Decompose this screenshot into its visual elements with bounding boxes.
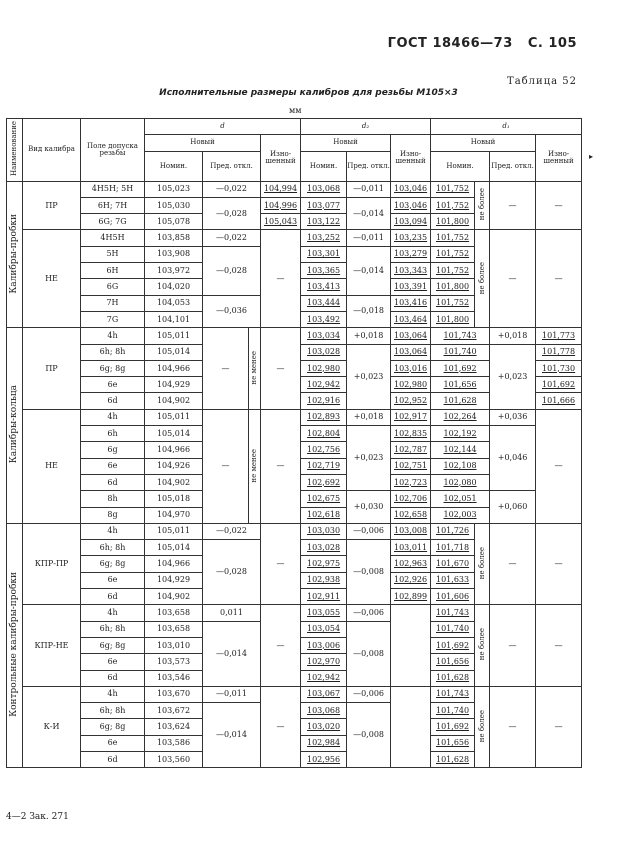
- d2-worn: 102,917: [391, 409, 431, 425]
- header-d1-new: Новый: [431, 135, 536, 151]
- d2-nominal: 103,030: [301, 523, 347, 539]
- d1-nominal: 101,670: [431, 556, 475, 572]
- tolerance-field: 4H5H; 5H: [81, 181, 145, 197]
- d1-deviation: +0,023: [490, 344, 536, 409]
- d2-nominal: 102,942: [301, 670, 347, 686]
- d-deviation: —: [203, 409, 249, 523]
- d-deviation: —0,011: [203, 686, 261, 702]
- d-deviation: 0,011: [203, 605, 261, 621]
- table-row: [7, 230, 582, 246]
- d1-nominal: 101,743: [431, 605, 475, 621]
- d2-worn: 103,235: [391, 230, 431, 246]
- d-nominal: 104,966: [145, 442, 203, 458]
- d2-nominal: 103,028: [301, 540, 347, 556]
- d1-nominal: 101,752: [431, 263, 475, 279]
- d-nominal: 104,970: [145, 507, 203, 523]
- d1-deviation: +0,018: [490, 328, 536, 344]
- d-nominal: 105,014: [145, 426, 203, 442]
- d-deviation: —0,028: [203, 540, 261, 605]
- d1-nominal: 101,752: [431, 295, 475, 311]
- tolerance-field: 6d: [81, 393, 145, 409]
- d-nominal: 103,624: [145, 719, 203, 735]
- d1-nominal: 102,264: [431, 409, 490, 425]
- ne-bolee-note: не более: [475, 686, 490, 767]
- tolerance-field: 4h: [81, 605, 145, 621]
- d1-nominal: 101,628: [431, 751, 475, 767]
- d2-nominal: 103,068: [301, 181, 347, 197]
- d2-nominal: 102,938: [301, 572, 347, 588]
- d2-worn: 103,064: [391, 344, 431, 360]
- tolerance-field: 4h: [81, 523, 145, 539]
- d1-nominal: 101,740: [431, 621, 475, 637]
- d-nominal: 104,902: [145, 589, 203, 605]
- d2-nominal: 103,020: [301, 719, 347, 735]
- d1-deviation: +0,046: [490, 426, 536, 491]
- d1-deviation: +0,036: [490, 409, 536, 425]
- d1-nominal: 102,192: [431, 426, 490, 442]
- d1-worn: 101,692: [536, 377, 582, 393]
- d2-nominal: 103,006: [301, 637, 347, 653]
- d2-nominal: 102,756: [301, 442, 347, 458]
- d-worn: 105,043: [261, 214, 301, 230]
- d1-nominal: 101,692: [431, 719, 475, 735]
- d1-nominal: 101,743: [431, 686, 475, 702]
- kind-label: ПР: [23, 328, 81, 409]
- header-d1-nomin: Номин.: [431, 151, 490, 181]
- tolerance-field: 6e: [81, 572, 145, 588]
- d-worn: —: [261, 523, 301, 604]
- d2-deviation: +0,018: [347, 409, 391, 425]
- d2-deviation: —0,014: [347, 246, 391, 295]
- d-worn: —: [261, 409, 301, 523]
- d1-worn: —: [536, 181, 582, 230]
- header-d2-nomin: Номин.: [301, 151, 347, 181]
- d-nominal: 105,030: [145, 197, 203, 213]
- d2-nominal: 102,692: [301, 474, 347, 490]
- d2-nominal: 102,893: [301, 409, 347, 425]
- d-worn: 104,996: [261, 197, 301, 213]
- d-nominal: 104,020: [145, 279, 203, 295]
- d2-nominal: 102,916: [301, 393, 347, 409]
- d2-nominal: 103,067: [301, 686, 347, 702]
- tolerance-field: 6e: [81, 377, 145, 393]
- header-d: d: [145, 119, 301, 135]
- tolerance-field: 6H; 7H: [81, 197, 145, 213]
- d2-worn: 103,064: [391, 328, 431, 344]
- header-d1-izno: Изно-шенный: [536, 135, 582, 181]
- header-d2-pred: Пред. откл.: [347, 151, 391, 181]
- d2-worn: 102,835: [391, 426, 431, 442]
- d-nominal: 105,011: [145, 328, 203, 344]
- d2-deviation: —0,006: [347, 605, 391, 621]
- d1-nominal: 101,656: [431, 377, 490, 393]
- table-title: Исполнительные размеры калибров для резьбы М105×3: [159, 88, 458, 98]
- group-label: Контрольные калибры-пробки: [7, 523, 23, 767]
- d-nominal: 105,011: [145, 523, 203, 539]
- tolerance-field: 6d: [81, 751, 145, 767]
- tolerance-field: 6H: [81, 263, 145, 279]
- table-label: Таблица 52: [507, 76, 577, 87]
- header-d-izno: Изно-шенный: [261, 135, 301, 181]
- d2-worn: 102,899: [391, 589, 431, 605]
- header-d-new: Новый: [145, 135, 261, 151]
- d2-deviation: —0,008: [347, 540, 391, 605]
- d2-worn: 102,952: [391, 393, 431, 409]
- d1-nominal: 101,692: [431, 360, 490, 376]
- d2-nominal: 103,068: [301, 703, 347, 719]
- d2-deviation: +0,030: [347, 491, 391, 524]
- d-worn: —: [261, 230, 301, 328]
- tolerance-field: 4h: [81, 686, 145, 702]
- d-nominal: 103,546: [145, 670, 203, 686]
- d2-nominal: 103,301: [301, 246, 347, 262]
- tolerance-field: 6e: [81, 735, 145, 751]
- d1-deviation: +0,060: [490, 491, 536, 524]
- tolerance-field: 6g; 8g: [81, 719, 145, 735]
- d1-deviation: —: [490, 523, 536, 604]
- d1-nominal: 101,718: [431, 540, 475, 556]
- d-deviation: —0,028: [203, 197, 261, 230]
- d1-nominal: 101,628: [431, 393, 490, 409]
- d1-nominal: 101,606: [431, 589, 475, 605]
- d1-nominal: 101,740: [431, 344, 490, 360]
- table-row: [7, 523, 582, 539]
- d-nominal: 104,053: [145, 295, 203, 311]
- d2-nominal: 103,444: [301, 295, 347, 311]
- d1-deviation: —: [490, 686, 536, 767]
- d2-nominal: 103,122: [301, 214, 347, 230]
- d1-worn: 101,666: [536, 393, 582, 409]
- tolerance-field: 6g; 8g: [81, 637, 145, 653]
- d2-deviation: —0,006: [347, 686, 391, 702]
- d-nominal: 103,658: [145, 621, 203, 637]
- header-d-pred: Пред. откл.: [203, 151, 261, 181]
- tolerance-field: 4h: [81, 328, 145, 344]
- d-nominal: 105,014: [145, 344, 203, 360]
- table-row: [7, 605, 582, 621]
- tolerance-field: 6g; 8g: [81, 360, 145, 376]
- d1-nominal: 101,726: [431, 523, 475, 539]
- kind-label: К-И: [23, 686, 81, 767]
- tolerance-field: 6g; 8g: [81, 556, 145, 572]
- table-row: [7, 686, 582, 702]
- d2-deviation: +0,018: [347, 328, 391, 344]
- d2-deviation: +0,023: [347, 344, 391, 409]
- d1-worn: —: [536, 686, 582, 767]
- d1-nominal: 101,743: [431, 328, 490, 344]
- d2-nominal: 103,492: [301, 311, 347, 327]
- d2-nominal: 102,984: [301, 735, 347, 751]
- d2-deviation: —0,011: [347, 230, 391, 246]
- d-nominal: 104,966: [145, 360, 203, 376]
- d1-worn: 101,730: [536, 360, 582, 376]
- d2-worn: 103,046: [391, 197, 431, 213]
- d1-deviation: —: [490, 181, 536, 230]
- header-pole: Поле допуска резьбы: [81, 119, 145, 182]
- d-nominal: 104,902: [145, 393, 203, 409]
- header-d2-izno: Изно-шенный: [391, 135, 431, 181]
- d2-nominal: 103,055: [301, 605, 347, 621]
- d2-worn: 102,658: [391, 507, 431, 523]
- d2-nominal: 102,942: [301, 377, 347, 393]
- kind-label: НЕ: [23, 409, 81, 523]
- d-nominal: 103,858: [145, 230, 203, 246]
- footer-note: 4—2 Зак. 271: [6, 812, 69, 822]
- group-label: Калибры-пробки: [7, 181, 23, 328]
- d2-worn: 102,980: [391, 377, 431, 393]
- d-deviation: —0,028: [203, 246, 261, 295]
- tolerance-field: 6h; 8h: [81, 344, 145, 360]
- header-d2-new: Новый: [301, 135, 391, 151]
- d1-deviation: —: [490, 230, 536, 328]
- d2-deviation: —0,006: [347, 523, 391, 539]
- d-nominal: 105,078: [145, 214, 203, 230]
- tolerance-field: 6h: [81, 426, 145, 442]
- d2-deviation: —0,018: [347, 295, 391, 328]
- d2-worn: 102,751: [391, 458, 431, 474]
- d-nominal: 105,018: [145, 491, 203, 507]
- d2-nominal: 103,413: [301, 279, 347, 295]
- d2-nominal: 102,804: [301, 426, 347, 442]
- calibre-table: [6, 118, 582, 768]
- d-nominal: 103,908: [145, 246, 203, 262]
- d1-worn: 101,778: [536, 344, 582, 360]
- d2-worn: 102,926: [391, 572, 431, 588]
- d-nominal: 104,966: [145, 556, 203, 572]
- d-nominal: 104,929: [145, 377, 203, 393]
- d1-worn: —: [536, 230, 582, 328]
- kind-label: НЕ: [23, 230, 81, 328]
- d1-nominal: 101,752: [431, 197, 475, 213]
- d2-worn: 103,008: [391, 523, 431, 539]
- d-nominal: 105,014: [145, 540, 203, 556]
- kind-label: КПР-НЕ: [23, 605, 81, 686]
- d2-nominal: 102,980: [301, 360, 347, 376]
- d2-nominal: 102,975: [301, 556, 347, 572]
- d1-nominal: 101,633: [431, 572, 475, 588]
- tolerance-field: 6d: [81, 670, 145, 686]
- tolerance-field: 6G: [81, 279, 145, 295]
- tolerance-field: 4H5H: [81, 230, 145, 246]
- d1-nominal: 101,656: [431, 735, 475, 751]
- d2-deviation: +0,023: [347, 426, 391, 491]
- d1-nominal: 102,051: [431, 491, 490, 507]
- d-nominal: 104,101: [145, 311, 203, 327]
- tolerance-field: 7H: [81, 295, 145, 311]
- tolerance-field: 5H: [81, 246, 145, 262]
- d2-worn: 103,464: [391, 311, 431, 327]
- tolerance-field: 6h; 8h: [81, 703, 145, 719]
- d-nominal: 103,672: [145, 703, 203, 719]
- standard-number: ГОСТ 18466—73: [387, 36, 513, 51]
- d2-worn: 103,011: [391, 540, 431, 556]
- page-number: С. 105: [527, 36, 577, 51]
- ne-menee-note: не менее: [249, 409, 261, 523]
- d1-worn: —: [536, 409, 582, 523]
- header-d-nomin: Номин.: [145, 151, 203, 181]
- d2-deviation: —0,014: [347, 197, 391, 230]
- d-nominal: 105,011: [145, 409, 203, 425]
- d2-deviation: —0,011: [347, 181, 391, 197]
- d1-worn: 101,773: [536, 328, 582, 344]
- d2-worn: 103,016: [391, 360, 431, 376]
- d2-nominal: 103,365: [301, 263, 347, 279]
- d1-nominal: 101,800: [431, 279, 475, 295]
- d1-nominal: 102,108: [431, 458, 490, 474]
- tolerance-field: 6e: [81, 458, 145, 474]
- d2-nominal: 102,675: [301, 491, 347, 507]
- d-nominal: 103,573: [145, 654, 203, 670]
- tolerance-field: 4h: [81, 409, 145, 425]
- page-header: [388, 36, 577, 51]
- d2-worn: 103,094: [391, 214, 431, 230]
- d2-deviation: —0,008: [347, 621, 391, 686]
- d2-worn: [391, 686, 431, 767]
- d-deviation: —0,036: [203, 295, 261, 328]
- d2-nominal: 103,034: [301, 328, 347, 344]
- d1-nominal: 101,740: [431, 703, 475, 719]
- d-worn: —: [261, 605, 301, 686]
- d-worn: —: [261, 328, 301, 409]
- d-deviation: —: [203, 328, 249, 409]
- header-d2: d₂: [301, 119, 431, 135]
- d1-nominal: 102,144: [431, 442, 490, 458]
- tolerance-field: 8h: [81, 491, 145, 507]
- d2-worn: 102,723: [391, 474, 431, 490]
- d2-worn: [391, 605, 431, 686]
- d1-nominal: 101,628: [431, 670, 475, 686]
- d1-nominal: 101,800: [431, 214, 475, 230]
- d-nominal: 105,023: [145, 181, 203, 197]
- d1-nominal: 101,752: [431, 246, 475, 262]
- d-deviation: —0,014: [203, 703, 261, 768]
- header-d1-pred: Пред. откл.: [490, 151, 536, 181]
- d1-nominal: 101,752: [431, 230, 475, 246]
- d-nominal: 103,670: [145, 686, 203, 702]
- tolerance-field: 6d: [81, 474, 145, 490]
- d2-nominal: 102,618: [301, 507, 347, 523]
- d2-worn: 103,046: [391, 181, 431, 197]
- tolerance-field: 6h; 8h: [81, 621, 145, 637]
- d-nominal: 103,560: [145, 751, 203, 767]
- header-vid: Вид калибра: [23, 119, 81, 182]
- d2-nominal: 102,956: [301, 751, 347, 767]
- d-nominal: 103,010: [145, 637, 203, 653]
- d2-nominal: 103,054: [301, 621, 347, 637]
- kind-label: КПР-ПР: [23, 523, 81, 604]
- tolerance-field: 8g: [81, 507, 145, 523]
- table-row: [7, 181, 582, 197]
- d2-nominal: 102,970: [301, 654, 347, 670]
- d1-nominal: 101,656: [431, 654, 475, 670]
- tolerance-field: 6d: [81, 589, 145, 605]
- ne-menee-note: не менее: [249, 328, 261, 409]
- d2-worn: 102,706: [391, 491, 431, 507]
- d2-nominal: 103,077: [301, 197, 347, 213]
- d-nominal: 104,929: [145, 572, 203, 588]
- d2-worn: 103,416: [391, 295, 431, 311]
- header-d1: d₁: [431, 119, 582, 135]
- tolerance-field: 6h; 8h: [81, 540, 145, 556]
- d-nominal: 104,902: [145, 474, 203, 490]
- d1-nominal: 101,800: [431, 311, 475, 327]
- units-label: мм: [289, 106, 302, 115]
- d2-nominal: 103,252: [301, 230, 347, 246]
- tolerance-field: 7G: [81, 311, 145, 327]
- kind-label: ПР: [23, 181, 81, 230]
- ne-bolee-note: не более: [475, 605, 490, 686]
- d2-worn: 102,787: [391, 442, 431, 458]
- header-naimenovanie: Наименование: [7, 119, 23, 182]
- d2-worn: 103,391: [391, 279, 431, 295]
- d1-worn: —: [536, 523, 582, 604]
- d2-deviation: —0,008: [347, 703, 391, 768]
- d-nominal: 103,972: [145, 263, 203, 279]
- d2-worn: 103,343: [391, 263, 431, 279]
- d-nominal: 103,586: [145, 735, 203, 751]
- group-label: Калибры-кольца: [7, 328, 23, 524]
- d-deviation: —0,022: [203, 230, 261, 246]
- tolerance-field: 6G; 7G: [81, 214, 145, 230]
- tolerance-field: 6g: [81, 442, 145, 458]
- margin-mark: ▸: [589, 152, 594, 161]
- d1-nominal: 102,080: [431, 474, 490, 490]
- d1-nominal: 102,003: [431, 507, 490, 523]
- d1-nominal: 101,692: [431, 637, 475, 653]
- d-deviation: —0,022: [203, 181, 261, 197]
- table-row: [7, 328, 582, 344]
- d-worn: 104,994: [261, 181, 301, 197]
- d-nominal: 103,658: [145, 605, 203, 621]
- d2-nominal: 102,719: [301, 458, 347, 474]
- d1-worn: —: [536, 605, 582, 686]
- table-row: [7, 409, 582, 425]
- d-nominal: 104,926: [145, 458, 203, 474]
- ne-bolee-note: не более: [475, 230, 490, 328]
- ne-bolee-note: не более: [475, 523, 490, 604]
- d2-nominal: 103,028: [301, 344, 347, 360]
- d2-worn: 102,963: [391, 556, 431, 572]
- ne-bolee-note: не более: [475, 181, 490, 230]
- d1-nominal: 101,752: [431, 181, 475, 197]
- d1-deviation: —: [490, 605, 536, 686]
- d-deviation: —0,014: [203, 621, 261, 686]
- d-worn: —: [261, 686, 301, 767]
- d2-worn: 103,279: [391, 246, 431, 262]
- d-deviation: —0,022: [203, 523, 261, 539]
- tolerance-field: 6e: [81, 654, 145, 670]
- d2-nominal: 102,911: [301, 589, 347, 605]
